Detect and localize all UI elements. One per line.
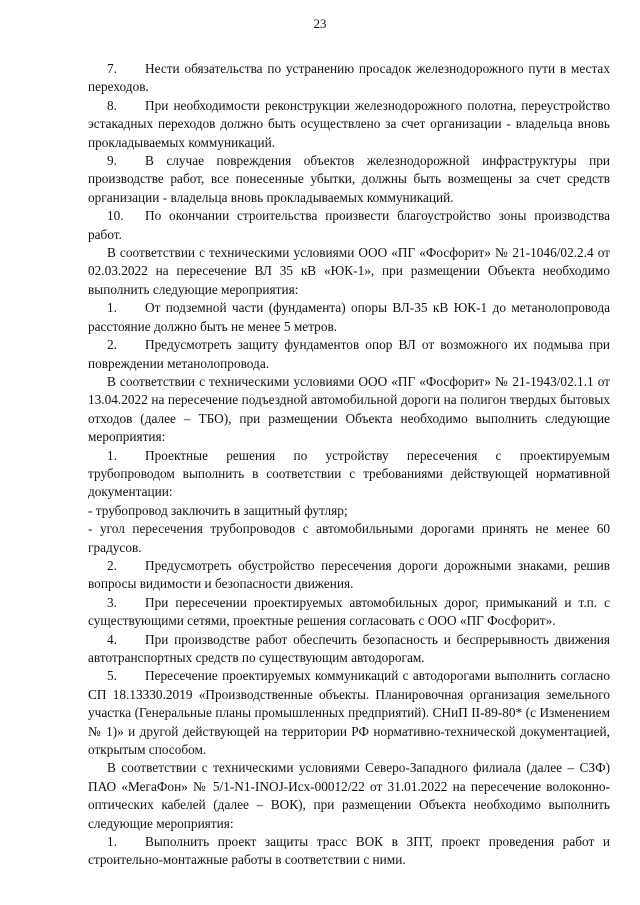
item-number: 3. [107,594,117,610]
paragraph-megafon [88,759,610,833]
document-body [88,60,610,870]
paragraph-fosforit-tbo [88,373,610,447]
paragraph-item-4 [88,631,610,668]
item-number: 5. [107,668,117,684]
paragraph-item-3 [88,594,610,631]
paragraph-text: В соответствии с техническими условиями ООО «ПГ «Фосфорит» № 21-1943/02.1.1 от 13.04.2022 на пересечение подъездной автомобильной дороги на полигон твердых бытовых отходов (далее – ТБО), при размещении Объекта необходимо выполнить следующие мероприятия: [88,373,610,445]
paragraph-text: Пересечение проектируемых коммуникаций с автодорогами выполнить согласно СП 18.13330.2019 «Производственные объекты. Планировочная организация земельного участка (Генеральные планы промышленных предприятий). СНиП II-89-80* (с Изменением № 1)» и другой действующей на территории РФ нормативно-технической документацией, открытым способом. [88,668,610,758]
paragraph-text: В соответствии с техническими условиями Северо-Западного филиала (далее – СЗФ) ПАО «МегаФон» № 5/1-N1-INOJ-Исх-00012/22 от 31.01.2022 на пересечение волоконно-оптических кабелей (далее – ВОК), при размещении Объекта необходимо выполнить следующие мероприятия: [88,760,610,831]
paragraph-item-2 [88,557,610,594]
item-number: 10. [107,208,124,224]
item-number: 4. [107,631,117,647]
paragraph-item-7 [88,60,610,97]
item-number: 9. [107,153,117,169]
paragraph-text: Проектные решения по устройству пересечения с проектируемым трубопроводом выполнить в соответствии с требованиями действующей нормативной документации: [88,447,610,500]
paragraph-text: - трубопровод заключить в защитный футляр; [88,502,348,518]
paragraph-item-9 [88,152,610,207]
paragraph-text: В случае повреждения объектов железнодорожной инфраструктуры при производстве работ, все понесенные убытки, должны быть возмещены за счет средств организации - владельца вновь прокладываемых коммуникаций. [88,153,610,205]
paragraph-item-1 [88,299,610,336]
dash-item [88,520,610,557]
paragraph-text: От подземной части (фундамента) опоры ВЛ-35 кВ ЮК-1 до метанолопровода расстояние должно быть не менее 5 метров. [88,300,610,334]
item-number: 2. [107,337,117,353]
item-number: 8. [107,97,117,113]
dash-item [88,502,610,520]
item-number: 2. [107,557,117,573]
paragraph-text: При пересечении проектируемых автомобильных дорог, примыканий и т.п. с существующими сетями, проектные решения согласовать с ООО «ПГ Фосфорит». [88,594,610,629]
paragraph-text: При необходимости реконструкции железнодорожного полотна, переустройство эстакадных переходов должно быть осуществлено за счет организации - владельца вновь прокладываемых коммуникаций. [88,97,610,150]
paragraph-text: Предусмотреть обустройство пересечения дороги дорожными знаками, решив вопросы видимости и безопасности движения. [88,557,610,592]
paragraph-fosforit-vl35 [88,244,610,299]
paragraph-item-8 [88,97,610,152]
paragraph-text: При производстве работ обеспечить безопасность и беспрерывность движения автотранспортных средств по существующим автодорогам. [88,631,610,665]
paragraph-text: - угол пересечения трубопроводов с автомобильными дорогами принять не менее 60 градусов. [88,521,610,555]
paragraph-item-5 [88,667,610,759]
paragraph-text: Предусмотреть защиту фундаментов опор ВЛ от возможного их подмыва при повреждении метанолопровода. [88,337,610,371]
paragraph-item-2 [88,336,610,373]
paragraph-item-1 [88,833,610,870]
page-number: 23 [313,16,327,31]
paragraph-text: По окончании строительства произвести благоустройство зоны производства работ. [88,208,610,242]
paragraph-item-10 [88,207,610,244]
item-number: 1. [107,447,117,463]
paragraph-text: Нести обязательства по устранению просадок железнодорожного пути в местах переходов. [88,61,610,95]
paragraph-item-1 [88,447,610,502]
item-number: 1. [107,834,117,850]
item-number: 1. [107,300,117,316]
paragraph-text: Выполнить проект защиты трасс ВОК в ЗПТ, проект проведения работ и строительно-монтажные работы в соответствии с ними. [88,834,610,868]
item-number: 7. [107,61,117,76]
paragraph-text: В соответствии с техническими условиями ООО «ПГ «Фосфорит» № 21-1046/02.2.4 от 02.03.2022 на пересечение ВЛ 35 кВ «ЮК-1», при размещении Объекта необходимо выполнить следующие мероприятия: [88,245,610,297]
